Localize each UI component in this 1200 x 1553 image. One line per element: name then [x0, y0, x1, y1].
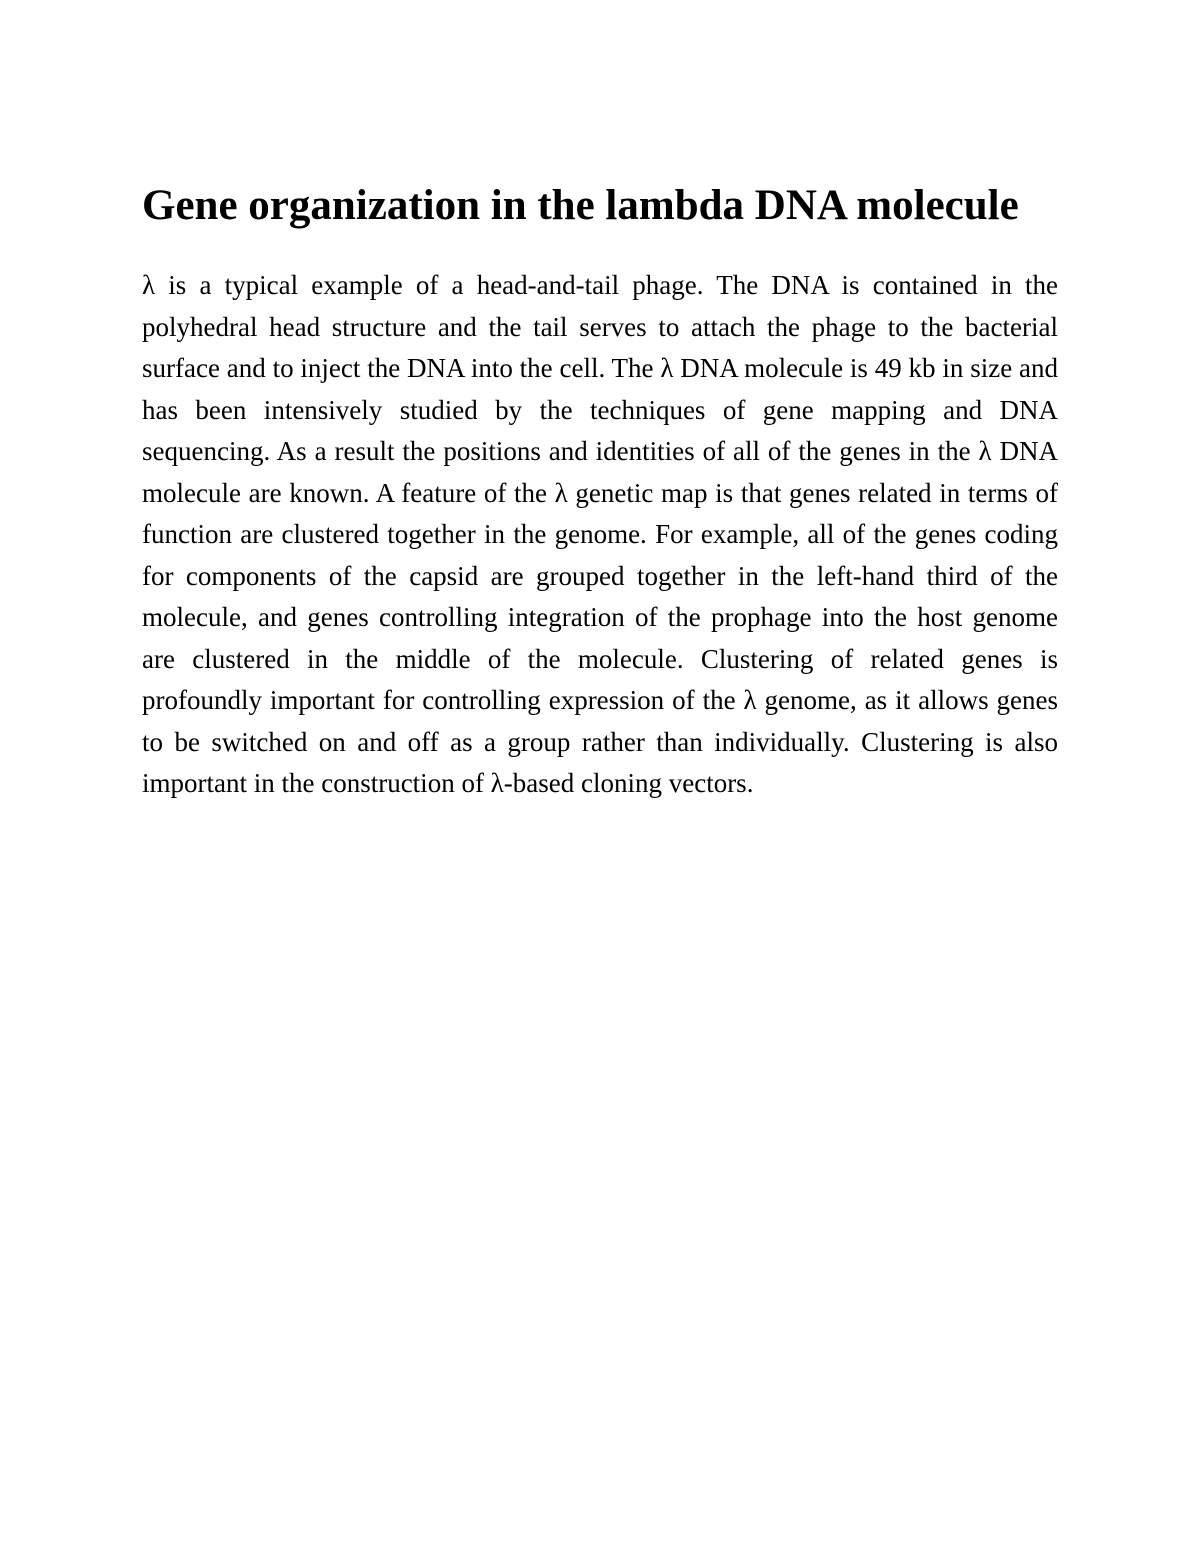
body-paragraph: λ is a typical example of a head-and-tail phage. The DNA is contained in the polyhedral head structure and the tail serves to attach the phage to the bacterial surface and to inject the DNA into the cell. The λ DNA molecule is 49 kb in size and has been intensively studied by the techniques of gene mapping and DNA sequencing. As a result the positions and identities of all of the genes in the λ DNA molecule are known. A feature of the λ genetic map is that genes related in terms of function are clustered together in the genome. For example, all of the genes coding for components of the capsid are grouped together in the left-hand third of the molecule, and genes controlling integration of the prophage into the host genome are clustered in the middle of the molecule. Clustering of related genes is profoundly important for controlling expression of the λ genome, as it allows genes to be switched on and off as a group rather than individually. Clustering is also important in the construction of λ-based cloning vectors. [142, 270, 1058, 798]
page-title: Gene organization in the lambda DNA molecule [142, 182, 1019, 229]
document-content [142, 178, 1058, 805]
